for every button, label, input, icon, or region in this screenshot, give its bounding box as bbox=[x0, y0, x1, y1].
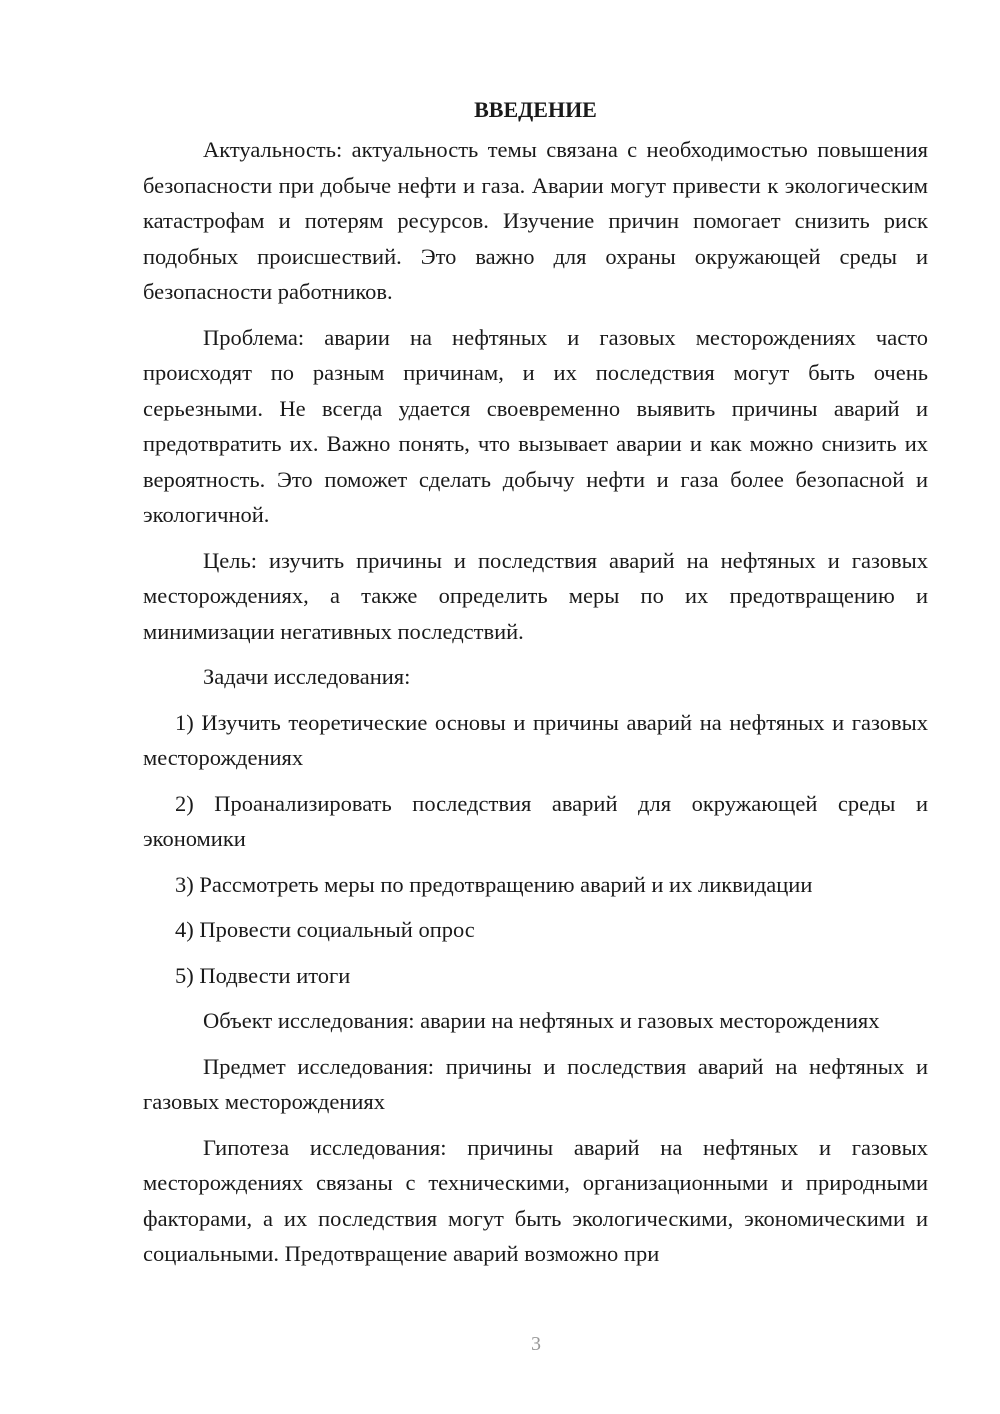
hypothesis-paragraph: Гипотеза исследования: причины аварий на нефтяных и газовых месторождениях связаны с техническими, организационными и природными факторами, а их последствия могут быть экологическими, экономическими и социальными. Предотвращение аварий возможно при bbox=[143, 1134, 928, 1266]
list-item: 5) Подвести итоги bbox=[175, 962, 351, 988]
object-paragraph: Объект исследования: аварии на нефтяных и газовых месторождениях bbox=[203, 1008, 880, 1033]
problem-paragraph: Проблема: аварии на нефтяных и газовых месторождениях часто происходят по разным причинам, и их последствия могут быть очень серьезными. Не всегда удается своевременно выявить причины аварий и предотвратить их. Важно понять, что вызывает аварии и как можно снизить их вероятность. Это поможет сделать добычу нефти и газа более безопасной и экологичной. bbox=[143, 324, 928, 527]
relevance-paragraph: Актуальность: актуальность темы связана с необходимостью повышения безопасности при добыче нефти и газа. Аварии могут привести к экологическим катастрофам и потерям ресурсов. Изучение причин помогает снизить риск подобных происшествий. Это важно для охраны окружающей среды и безопасности работников. bbox=[143, 137, 928, 304]
list-item: 2) Проанализировать последствия аварий для окружающей среды и экономики bbox=[143, 790, 928, 851]
subject-paragraph: Предмет исследования: причины и последствия аварий на нефтяных и газовых месторождениях bbox=[143, 1053, 928, 1114]
list-item: 4) Провести социальный опрос bbox=[175, 917, 475, 942]
list-item: 3) Рассмотреть меры по предотвращению аварий и их ликвидации bbox=[175, 871, 813, 897]
section-title: ВВЕДЕНИЕ bbox=[474, 97, 597, 122]
tasks-heading: Задачи исследования: bbox=[203, 664, 411, 689]
document-page bbox=[143, 92, 928, 1282]
goal-paragraph: Цель: изучить причины и последствия аварий на нефтяных и газовых месторождениях, а также определить меры по их предотвращению и минимизации негативных последствий. bbox=[143, 547, 928, 644]
page-number: 3 bbox=[531, 1333, 541, 1355]
tasks-list bbox=[143, 705, 928, 994]
list-item: 1) Изучить теоретические основы и причины аварий на нефтяных и газовых месторождениях bbox=[143, 709, 928, 770]
